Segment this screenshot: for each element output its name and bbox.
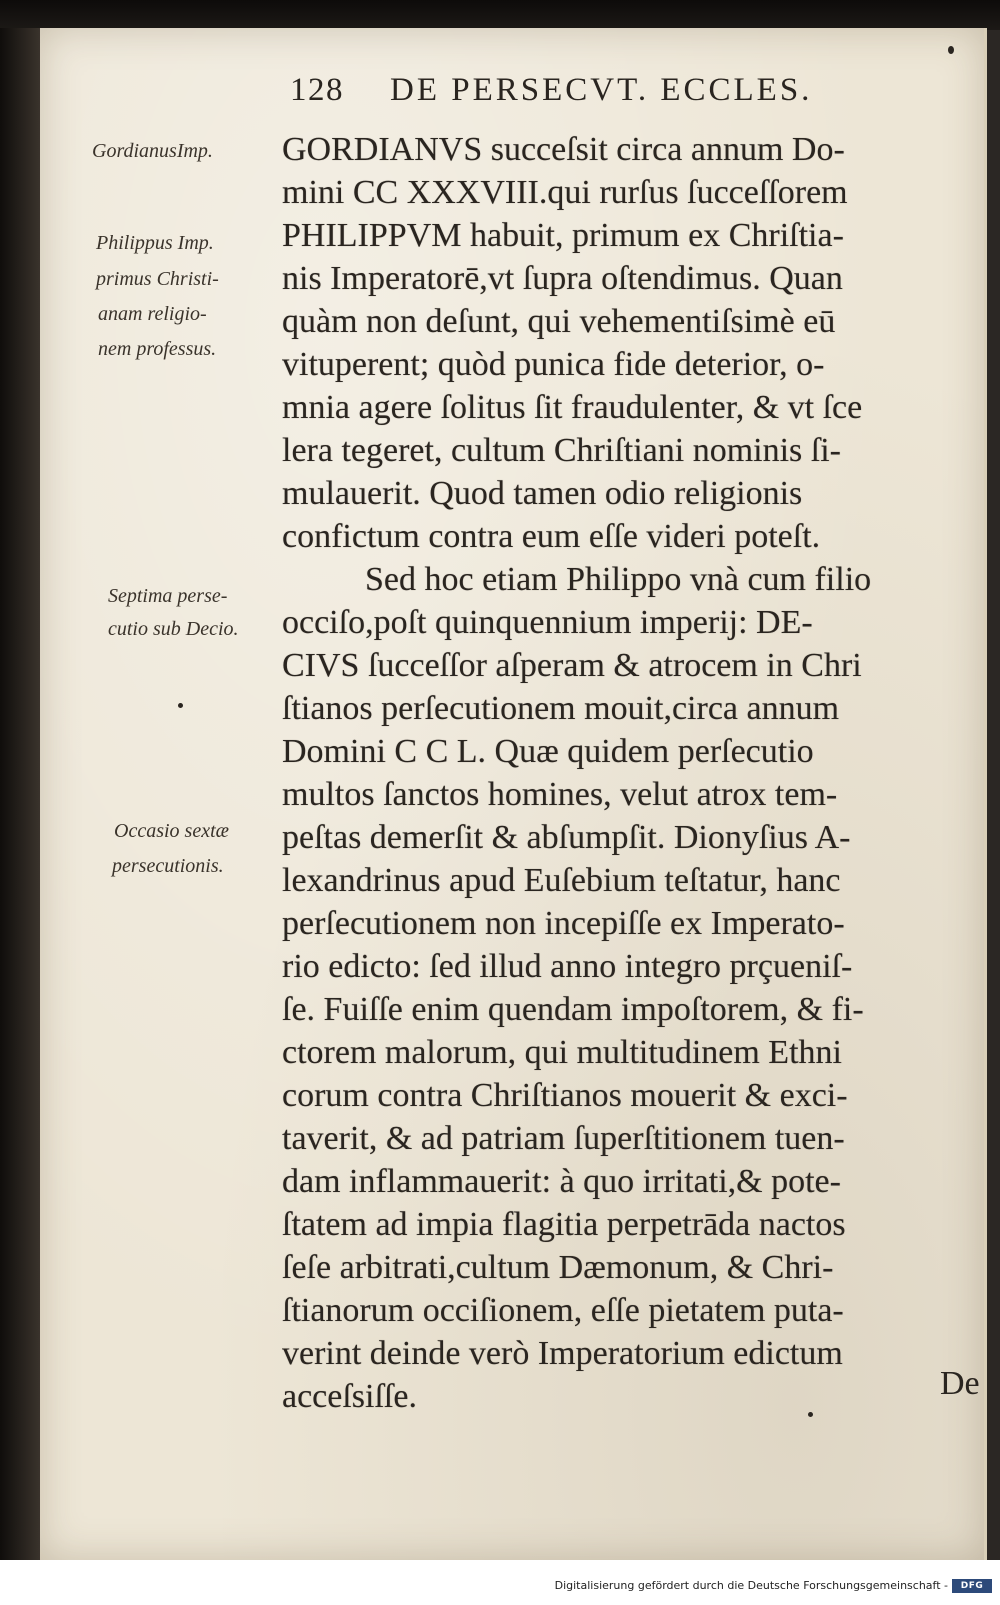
- body-line: mini CC XXXVIII.qui rurſus ſucceſſorem: [282, 174, 848, 211]
- digitization-footer: [0, 1560, 1000, 1605]
- body-line: confictum contra eum eſſe videri poteſt.: [282, 518, 821, 555]
- body-line: multos ſanctos homines, velut atrox tem-: [282, 776, 838, 813]
- running-title: DE PERSECVT. ECCLES.: [390, 72, 813, 108]
- body-line: taverit, & ad patriam ſuperſtitionem tuen-: [282, 1120, 845, 1157]
- body-line: verint deinde verò Imperatorium edictum: [282, 1335, 843, 1372]
- margin-note: GordianusImp.: [92, 140, 213, 162]
- margin-note: anam religio-: [98, 303, 207, 325]
- margin-note: nem professus.: [98, 338, 217, 360]
- body-line: ſeſe arbitrati,cultum Dæmonum, & Chri-: [282, 1249, 834, 1286]
- ink-speck: [808, 1412, 813, 1417]
- body-line: ſtianorum occiſionem, eſſe pietatem puta-: [282, 1292, 844, 1329]
- page-header: [290, 72, 930, 112]
- margin-note: Septima perse-: [108, 585, 228, 607]
- body-line: GORDIANVS succeſsit circa annum Do-: [282, 131, 845, 168]
- body-line: dam inflammauerit: à quo irritati,& pote-: [282, 1163, 841, 1200]
- body-line: corum contra Chriſtianos mouerit & exci-: [282, 1077, 848, 1114]
- body-line: Domini C C L. Quæ quidem perſecutio: [282, 733, 814, 770]
- body-line: vituperent; quòd punica fide deterior, o-: [282, 346, 825, 383]
- body-line: PHILIPPVM habuit, primum ex Chriſtia-: [282, 217, 844, 254]
- dfg-logo: DFG: [952, 1579, 992, 1593]
- body-line: acceſsiſſe.: [282, 1378, 417, 1415]
- body-line: lera tegeret, cultum Chriſtiani nominis ſi-: [282, 432, 841, 469]
- catchword: De: [940, 1365, 980, 1402]
- body-line: ſtatem ad impia flagitia perpetrāda nactos: [282, 1206, 846, 1243]
- margin-note: cutio sub Decio.: [108, 618, 239, 640]
- page-number: 128: [290, 72, 344, 108]
- body-line: nis Imperatorē,vt ſupra oſtendimus. Quan: [282, 260, 843, 297]
- body-line: perſecutionem non incepiſſe ex Imperato-: [282, 905, 845, 942]
- body-line: ctorem malorum, qui multitudinem Ethni: [282, 1034, 842, 1071]
- scan-edge-top: [0, 0, 1000, 30]
- margin-note: Occasio sextæ: [114, 820, 229, 842]
- body-line: peſtas demerſit & abſumpſit. Dionyſius A-: [282, 819, 851, 856]
- margin-note: Philippus Imp.: [96, 232, 214, 254]
- body-line: Sed hoc etiam Philippo vnà cum filio: [365, 561, 872, 598]
- body-line: rio edicto: ſed illud anno integro prçueniſ-: [282, 948, 853, 985]
- funding-credit: Digitalisierung gefördert durch die Deutsche Forschungsgemeinschaft -: [554, 1579, 948, 1592]
- body-line: CIVS ſucceſſor aſperam & atrocem in Chri: [282, 647, 862, 684]
- margin-note: persecutionis.: [112, 855, 224, 877]
- ink-speck: [178, 703, 183, 708]
- ink-speck: [948, 46, 954, 54]
- body-line: mulauerit. Quod tamen odio religionis: [282, 475, 803, 512]
- body-line: ſtianos perſecutionem mouit,circa annum: [282, 690, 840, 727]
- margin-note: primus Christi-: [96, 268, 219, 290]
- book-gutter: [0, 28, 40, 1560]
- body-line: lexandrinus apud Euſebium teſtatur, hanc: [282, 862, 841, 899]
- body-line: ſe. Fuiſſe enim quendam impoſtorem, & fi-: [282, 991, 864, 1028]
- body-line: occiſo,poſt quinquennium imperij: DE-: [282, 604, 813, 641]
- body-line: mnia agere ſolitus ſit fraudulenter, & vt ſce: [282, 389, 863, 426]
- body-line: quàm non deſunt, qui vehementiſsimè eū: [282, 303, 836, 340]
